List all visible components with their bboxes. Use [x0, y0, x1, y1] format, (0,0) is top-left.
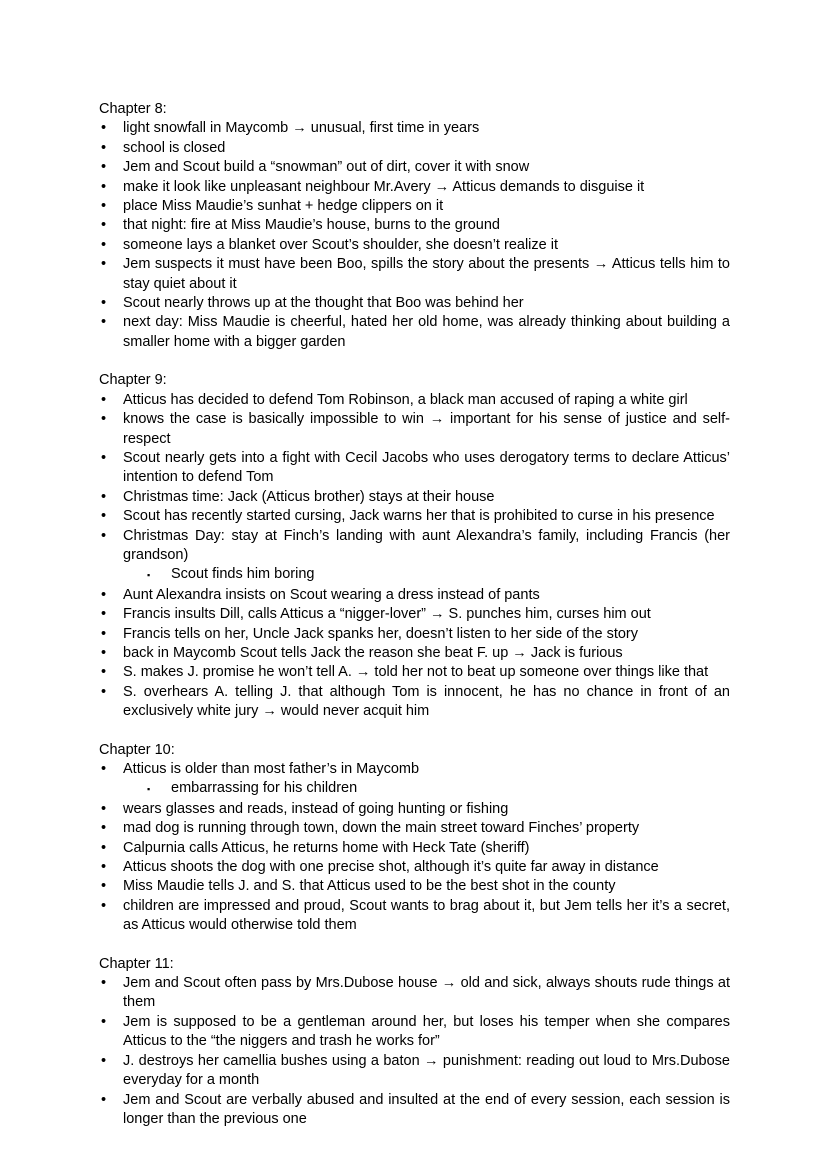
bullet-icon: •	[101, 411, 107, 428]
bullet-text: Francis insults Dill, calls Atticus a “nigger-lover” → S. punches him, curses him out	[123, 606, 651, 623]
bullet-icon: •	[101, 256, 107, 273]
bullet-icon: •	[101, 975, 107, 992]
bullet-text: Atticus has decided to defend Tom Robinson, a black man accused of raping a white girl	[123, 391, 688, 408]
bullet-icon: •	[101, 488, 107, 505]
bullet-icon: •	[101, 120, 107, 137]
bullet-icon: •	[101, 527, 107, 544]
bullet-icon: •	[101, 761, 107, 777]
bullet-icon: •	[101, 644, 107, 661]
chapter-section	[99, 371, 730, 721]
bullet-text: Miss Maudie tells J. and S. that Atticus used to be the best shot in the county	[123, 878, 616, 895]
bullet-icon: •	[101, 859, 107, 876]
bullet-item	[99, 877, 730, 896]
bullet-text: Aunt Alexandra insists on Scout wearing a dress instead of pants	[123, 586, 540, 603]
bullet-icon: •	[101, 391, 107, 408]
bullet-text: Jem and Scout are verbally abused and insulted at the end of every session, each session is longer than the previous one	[123, 1091, 730, 1127]
bullet-item	[99, 313, 730, 352]
bullet-icon: •	[101, 295, 107, 312]
bullet-icon: •	[101, 897, 107, 914]
section-heading: Chapter 9:	[99, 372, 167, 389]
bullet-icon: •	[101, 449, 107, 466]
bullet-item	[99, 683, 730, 722]
bullet-text: S. overhears A. telling J. that although Tom is innocent, he has no chance in front of an exclusively white jury → would never acquit him	[123, 683, 730, 720]
document-body	[99, 100, 730, 1129]
bullet-icon: •	[101, 1013, 107, 1030]
bullet-text: Jem and Scout build a “snowman” out of dirt, cover it with snow	[123, 159, 530, 176]
bullet-item	[99, 449, 730, 488]
bullet-item	[99, 644, 730, 663]
bullet-item	[99, 119, 730, 138]
bullet-text: mad dog is running through town, down the main street toward Finches’ property	[123, 820, 640, 837]
section-heading: Chapter 10:	[99, 741, 175, 758]
bullet-icon: •	[101, 217, 107, 234]
bullet-text: knows the case is basically impossible to win → important for his sense of justice and self-respect	[123, 411, 730, 447]
bullet-text: light snowfall in Maycomb → unusual, first time in years	[123, 120, 480, 137]
bullet-item	[99, 625, 730, 644]
bullet-item	[99, 488, 730, 507]
bullet-text: Scout has recently started cursing, Jack warns her that is prohibited to curse in his presence	[123, 508, 715, 525]
bullet-item	[99, 139, 730, 158]
bullet-item	[99, 897, 730, 936]
bullet-text: wears glasses and reads, instead of going hunting or fishing	[123, 800, 509, 817]
bullet-icon: •	[101, 198, 107, 215]
bullet-icon: •	[101, 625, 107, 642]
bullet-item	[99, 294, 730, 313]
bullet-text: Scout finds him boring	[171, 566, 315, 583]
bullet-icon: •	[101, 1052, 107, 1069]
bullet-text: back in Maycomb Scout tells Jack the reason she beat F. up → Jack is furious	[123, 644, 623, 661]
bullet-item	[99, 216, 730, 235]
bullet-item	[99, 1013, 730, 1052]
bullet-text: that night: fire at Miss Maudie’s house, burns to the ground	[123, 217, 500, 234]
bullet-text: Atticus shoots the dog with one precise shot, although it’s quite far away in distance	[123, 859, 659, 876]
bullet-text: next day: Miss Maudie is cheerful, hated her old home, was already thinking about building a smaller home with a bigger garden	[123, 314, 730, 350]
bullet-text: J. destroys her camellia bushes using a baton → punishment: reading out loud to Mrs.Dubose everyday for a month	[123, 1052, 730, 1089]
bullet-icon: •	[101, 178, 107, 195]
bullet-icon: •	[101, 586, 107, 603]
bullet-text: S. makes J. promise he won’t tell A. → told her not to beat up someone over things like that	[123, 664, 709, 681]
bullet-text: Jem is supposed to be a gentleman around her, but loses his temper when she compares Atticus to the “the niggers and trash he works for”	[123, 1013, 730, 1050]
bullet-item	[99, 974, 730, 1013]
bullet-item	[99, 1052, 730, 1091]
bullet-item	[99, 663, 730, 682]
bullet-text: place Miss Maudie’s sunhat + hedge clippers on it	[123, 198, 444, 215]
bullet-text: Jem suspects it must have been Boo, spills the story about the presents → Atticus tells him to stay quiet about it	[123, 256, 730, 292]
bullet-icon: •	[101, 314, 107, 331]
bullet-item	[99, 586, 730, 605]
bullet-icon: •	[101, 606, 107, 623]
sub-bullet-item	[145, 565, 730, 585]
square-bullet-icon: ▪	[147, 784, 151, 795]
bullet-item	[99, 800, 730, 819]
bullet-item	[99, 236, 730, 255]
bullet-item	[99, 527, 730, 566]
bullet-icon: •	[101, 800, 107, 817]
bullet-item	[99, 819, 730, 838]
bullet-item	[99, 1091, 730, 1130]
bullet-text: Christmas Day: stay at Finch’s landing with aunt Alexandra’s family, including Francis (her grandson)	[123, 527, 730, 563]
bullet-text: Christmas time: Jack (Atticus brother) stays at their house	[123, 488, 495, 505]
bullet-item	[99, 507, 730, 526]
bullet-item	[99, 178, 730, 197]
bullet-icon: •	[101, 508, 107, 525]
bullet-text: Francis tells on her, Uncle Jack spanks her, doesn’t listen to her side of the story	[123, 625, 639, 642]
bullet-text: embarrassing for his children	[171, 780, 358, 797]
bullet-item	[99, 410, 730, 449]
bullet-text: children are impressed and proud, Scout wants to brag about it, but Jem tells her it’s a secret, as Atticus would otherwise told them	[123, 897, 730, 934]
chapter-section	[99, 955, 730, 1130]
bullet-text: Scout nearly throws up at the thought that Boo was behind her	[123, 295, 524, 312]
bullet-item	[99, 605, 730, 624]
section-heading: Chapter 8:	[99, 101, 167, 117]
bullet-item	[99, 255, 730, 294]
bullet-text: Scout nearly gets into a fight with Cecil Jacobs who uses derogatory terms to declare Atticus’ intention to defend Tom	[123, 449, 730, 486]
bullet-item	[99, 760, 730, 779]
bullet-icon: •	[101, 139, 107, 156]
bullet-item	[99, 839, 730, 858]
bullet-icon: •	[101, 839, 107, 856]
bullet-item	[99, 391, 730, 410]
sub-bullet-item	[145, 779, 730, 799]
bullet-text: make it look like unpleasant neighbour Mr.Avery → Atticus demands to disguise it	[123, 178, 645, 195]
bullet-icon: •	[101, 236, 107, 253]
bullet-text: school is closed	[123, 139, 226, 156]
bullet-icon: •	[101, 664, 107, 681]
bullet-icon: •	[101, 683, 107, 700]
section-heading: Chapter 11:	[99, 955, 174, 972]
bullet-item	[99, 858, 730, 877]
bullet-icon: •	[101, 1091, 107, 1108]
square-bullet-icon: ▪	[147, 570, 151, 581]
chapter-section	[99, 100, 730, 352]
bullet-icon: •	[101, 820, 107, 837]
bullet-icon: •	[101, 159, 107, 176]
bullet-text: Atticus is older than most father’s in Maycomb	[123, 761, 420, 777]
chapter-section	[99, 741, 730, 936]
bullet-item	[99, 158, 730, 177]
bullet-text: Jem and Scout often pass by Mrs.Dubose house → old and sick, always shouts rude things at them	[123, 975, 730, 1011]
bullet-text: Calpurnia calls Atticus, he returns home with Heck Tate (sheriff)	[123, 839, 530, 856]
bullet-item	[99, 197, 730, 216]
bullet-text: someone lays a blanket over Scout’s shoulder, she doesn’t realize it	[123, 236, 558, 253]
bullet-icon: •	[101, 878, 107, 895]
